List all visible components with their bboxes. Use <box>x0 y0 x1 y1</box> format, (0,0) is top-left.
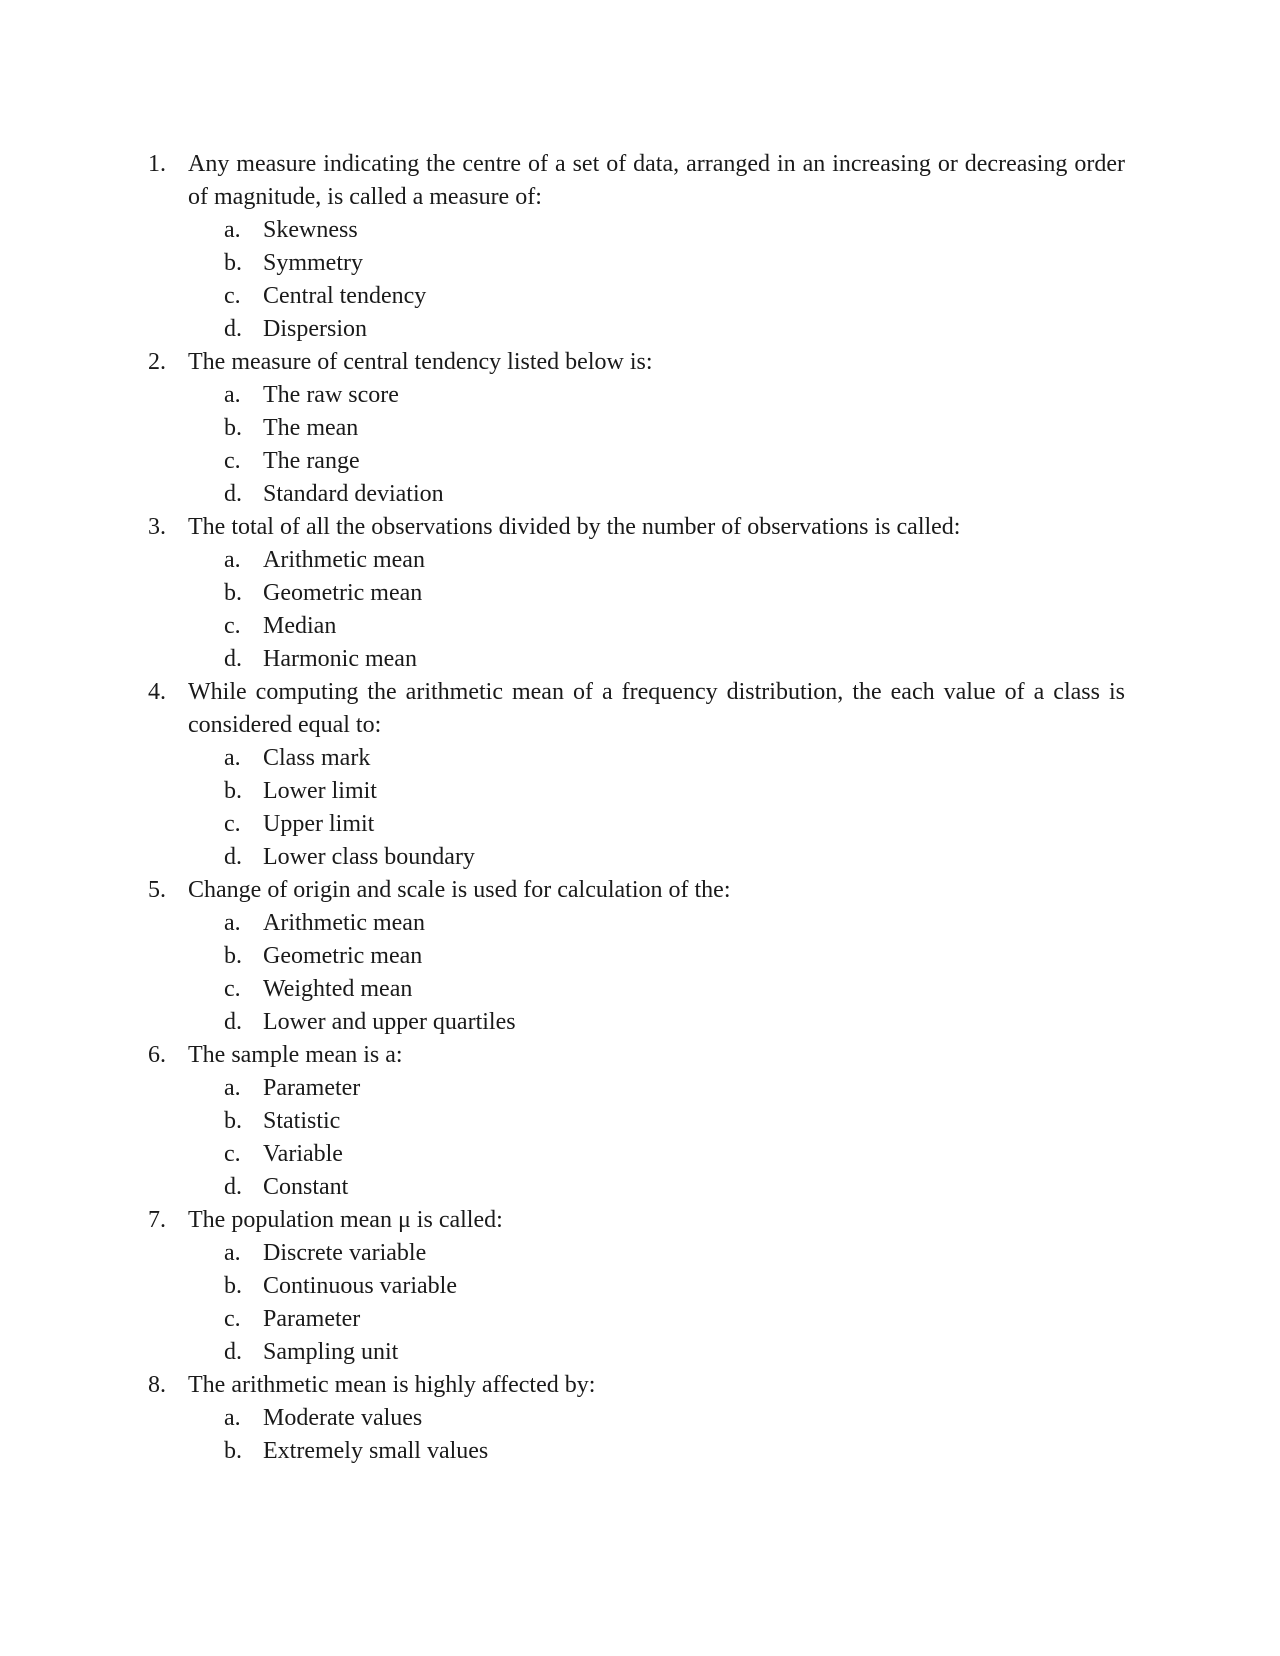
answer-options <box>0 1402 1280 1468</box>
option-letter: d. <box>224 646 242 672</box>
option-text: Variable <box>263 1141 343 1167</box>
option-letter: a. <box>224 1075 241 1101</box>
option-text: Geometric mean <box>263 580 423 606</box>
question-stem <box>0 1039 1125 1072</box>
option-letter: b. <box>224 250 242 276</box>
question-list <box>0 148 1280 1468</box>
answer-option <box>0 808 1280 841</box>
option-text: Harmonic mean <box>263 646 417 672</box>
option-letter: d. <box>224 1174 242 1200</box>
answer-options <box>0 1237 1280 1369</box>
question-text: Change of origin and scale is used for calculation of the: <box>188 877 731 903</box>
option-text: Statistic <box>263 1108 341 1134</box>
question-stem <box>0 1369 1125 1402</box>
option-text: Parameter <box>263 1306 361 1332</box>
option-text: Moderate values <box>263 1405 423 1431</box>
question-item <box>0 511 1280 676</box>
answer-options <box>0 379 1280 511</box>
question-text: The arithmetic mean is highly affected by: <box>188 1372 596 1398</box>
question-text: The measure of central tendency listed below is: <box>188 349 653 375</box>
question-item <box>0 874 1280 1039</box>
option-letter: a. <box>224 1405 241 1431</box>
option-letter: c. <box>224 1141 241 1167</box>
option-letter: d. <box>224 1009 242 1035</box>
question-item <box>0 1204 1280 1369</box>
answer-options <box>0 214 1280 346</box>
answer-option <box>0 1435 1280 1468</box>
question-stem <box>0 148 1125 214</box>
answer-option <box>0 1402 1280 1435</box>
option-text: Standard deviation <box>263 481 444 507</box>
option-text: Skewness <box>263 217 358 243</box>
answer-option <box>0 1072 1280 1105</box>
option-letter: c. <box>224 976 241 1002</box>
answer-option <box>0 907 1280 940</box>
question-number: 1. <box>148 151 166 177</box>
answer-options <box>0 907 1280 1039</box>
option-letter: b. <box>224 778 242 804</box>
option-text: Continuous variable <box>263 1273 457 1299</box>
answer-option <box>0 214 1280 247</box>
question-item <box>0 676 1280 874</box>
answer-option <box>0 445 1280 478</box>
option-letter: a. <box>224 745 241 771</box>
answer-option <box>0 775 1280 808</box>
option-letter: b. <box>224 1438 242 1464</box>
option-letter: b. <box>224 1108 242 1134</box>
answer-option <box>0 1105 1280 1138</box>
answer-options <box>0 1072 1280 1204</box>
option-letter: b. <box>224 580 242 606</box>
option-text: Lower class boundary <box>263 844 475 870</box>
question-stem <box>0 346 1125 379</box>
option-letter: b. <box>224 943 242 969</box>
answer-options <box>0 742 1280 874</box>
option-text: Parameter <box>263 1075 361 1101</box>
question-text: The total of all the observations divided by the number of observations is called: <box>188 514 961 540</box>
question-stem <box>0 1204 1125 1237</box>
question-number: 3. <box>148 514 166 540</box>
answer-option <box>0 1006 1280 1039</box>
option-text: Discrete variable <box>263 1240 427 1266</box>
question-number: 8. <box>148 1372 166 1398</box>
question-item <box>0 1369 1280 1468</box>
question-text: The sample mean is a: <box>188 1042 403 1068</box>
option-letter: d. <box>224 316 242 342</box>
answer-option <box>0 610 1280 643</box>
answer-option <box>0 940 1280 973</box>
answer-option <box>0 379 1280 412</box>
answer-option <box>0 478 1280 511</box>
option-letter: c. <box>224 448 241 474</box>
question-text: The population mean μ is called: <box>188 1207 503 1233</box>
option-text: Geometric mean <box>263 943 423 969</box>
option-text: Arithmetic mean <box>263 547 425 573</box>
question-text: Any measure indicating the centre of a set of data, arranged in an increasing or decreasing order of magnitude, is called a measure of: <box>188 151 1125 210</box>
question-number: 7. <box>148 1207 166 1233</box>
question-item <box>0 148 1280 346</box>
answer-option <box>0 1336 1280 1369</box>
answer-option <box>0 544 1280 577</box>
answer-option <box>0 1237 1280 1270</box>
answer-option <box>0 577 1280 610</box>
question-stem <box>0 511 1125 544</box>
option-text: The raw score <box>263 382 399 408</box>
question-item <box>0 1039 1280 1204</box>
question-text: While computing the arithmetic mean of a frequency distribution, the each value of a class is considered equal to: <box>188 679 1125 738</box>
option-text: Constant <box>263 1174 349 1200</box>
option-letter: a. <box>224 1240 241 1266</box>
option-text: Upper limit <box>263 811 375 837</box>
answer-option <box>0 412 1280 445</box>
option-letter: c. <box>224 283 241 309</box>
answer-option <box>0 643 1280 676</box>
option-letter: a. <box>224 217 241 243</box>
answer-option <box>0 742 1280 775</box>
option-letter: c. <box>224 613 241 639</box>
answer-option <box>0 313 1280 346</box>
answer-option <box>0 841 1280 874</box>
question-stem <box>0 874 1125 907</box>
answer-option <box>0 1138 1280 1171</box>
answer-option <box>0 973 1280 1006</box>
option-letter: a. <box>224 382 241 408</box>
question-item <box>0 346 1280 511</box>
option-letter: d. <box>224 481 242 507</box>
option-text: Dispersion <box>263 316 367 342</box>
question-number: 5. <box>148 877 166 903</box>
option-letter: a. <box>224 547 241 573</box>
question-number: 2. <box>148 349 166 375</box>
answer-option <box>0 1303 1280 1336</box>
answer-option <box>0 247 1280 280</box>
option-text: Sampling unit <box>263 1339 399 1365</box>
question-stem <box>0 676 1125 742</box>
option-text: Weighted mean <box>263 976 413 1002</box>
option-text: Symmetry <box>263 250 363 276</box>
option-letter: b. <box>224 1273 242 1299</box>
option-letter: b. <box>224 415 242 441</box>
option-text: Class mark <box>263 745 371 771</box>
answer-option <box>0 280 1280 313</box>
question-number: 6. <box>148 1042 166 1068</box>
option-letter: c. <box>224 1306 241 1332</box>
option-text: Lower and upper quartiles <box>263 1009 516 1035</box>
option-letter: d. <box>224 844 242 870</box>
option-text: Central tendency <box>263 283 427 309</box>
question-number: 4. <box>148 679 166 705</box>
option-letter: a. <box>224 910 241 936</box>
option-text: The mean <box>263 415 359 441</box>
option-text: Lower limit <box>263 778 377 804</box>
option-text: Arithmetic mean <box>263 910 425 936</box>
answer-option <box>0 1171 1280 1204</box>
option-text: The range <box>263 448 360 474</box>
option-text: Extremely small values <box>263 1438 489 1464</box>
answer-option <box>0 1270 1280 1303</box>
option-letter: d. <box>224 1339 242 1365</box>
option-letter: c. <box>224 811 241 837</box>
option-text: Median <box>263 613 337 639</box>
answer-options <box>0 544 1280 676</box>
